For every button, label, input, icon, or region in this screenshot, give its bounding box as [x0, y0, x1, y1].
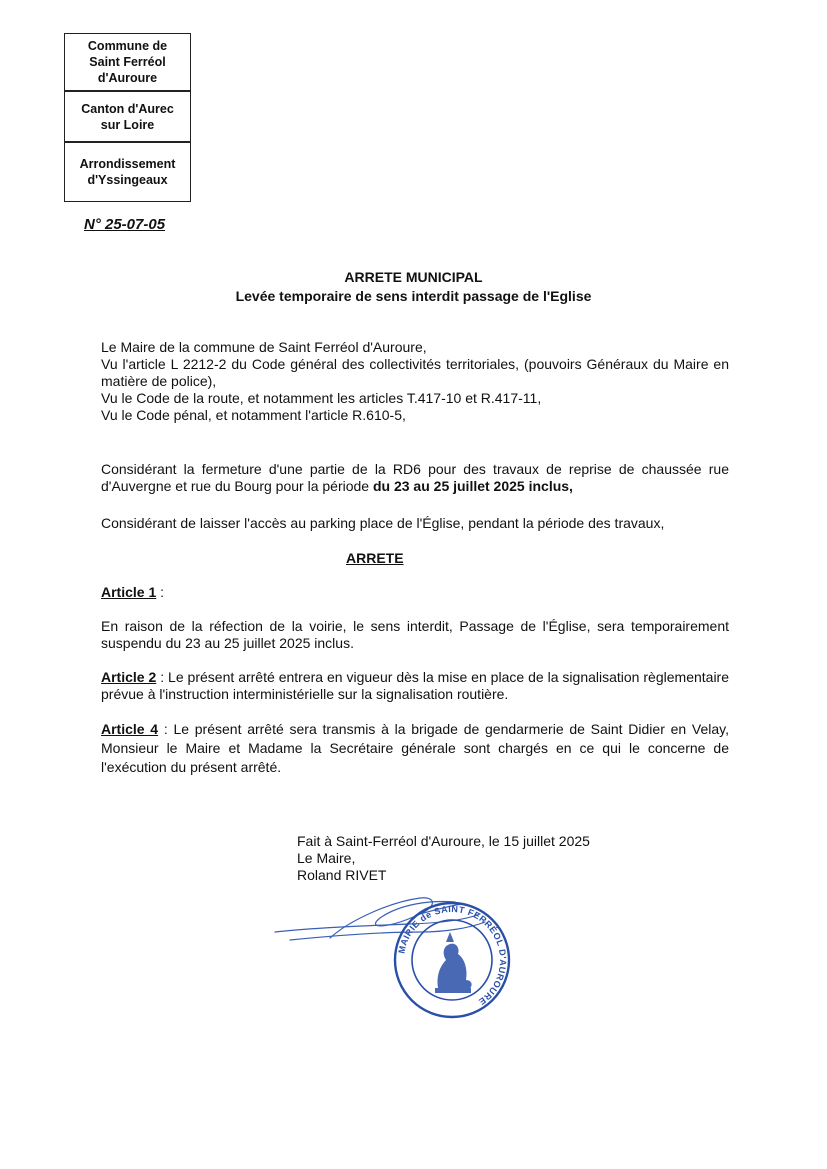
considerant-1-dates: du 23 au 25 juillet 2025 inclus, — [372, 477, 573, 494]
visa-code-penal: Vu le Code pénal, et notamment l'article R.610-5, — [101, 407, 406, 423]
mayor-intro: Le Maire de la commune de Saint Ferréol d'Auroure, — [101, 339, 427, 355]
mayor-name: Roland RIVET — [297, 867, 387, 883]
considerant-1-text: Considérant la fermeture d'une partie de la RD6 pour des travaux de reprise de chaussée rue d'Auvergne et rue du Bourg pour la période — [101, 461, 729, 494]
arrondissement-box — [64, 142, 191, 202]
canton-line-2: sur Loire — [100, 117, 155, 132]
article-4-text: : Le présent arrêté sera transmis à la brigade de gendarmerie de Saint Didier en Velay, Monsieur le Maire et Madame la Secrétaire générale sont chargés en ce qui le concerne de l'exécution du présent arrêté. — [101, 721, 729, 775]
commune-line-2: Saint Ferréol — [89, 55, 166, 69]
commune-box — [64, 33, 191, 91]
document-title: ARRETE MUNICIPAL — [344, 269, 483, 285]
article-4 — [101, 720, 729, 777]
commune-line-1: Commune de — [87, 39, 168, 53]
decree-reference: N° 25-07-05 — [84, 216, 166, 233]
article-1-label: Article 1 — [101, 584, 157, 600]
document-subtitle: Levée temporaire de sens interdit passage de l'Eglise — [235, 288, 592, 304]
arrondissement-line-2: d'Yssingeaux — [87, 173, 168, 187]
article-2 — [101, 669, 729, 702]
stamp-text: MAIRIE de SAINT FERRÉOL D'AUROURE — [396, 903, 509, 1008]
stamp-emblem-icon — [435, 932, 472, 993]
signature-and-stamp — [270, 880, 530, 1030]
considerant-1 — [101, 461, 729, 494]
commune-line-3: d'Auroure — [97, 71, 158, 85]
canton-box — [64, 91, 191, 142]
arrondissement-line-1: Arrondissement — [79, 157, 176, 171]
article-2-label: Article 2 — [101, 669, 157, 685]
mayor-role: Le Maire, — [297, 850, 356, 866]
article-1-text: En raison de la réfection de la voirie, le sens interdit, Passage de l'Église, sera temporairement suspendu du 23 au 25 juillet 2025 inclus. — [101, 618, 729, 651]
article-4-label: Article 4 — [101, 721, 159, 737]
visa-cgct: Vu l'article L 2212-2 du Code général des collectivités territoriales, (pouvoirs Généraux du Maire en matière de police), — [101, 356, 729, 389]
canton-line-1: Canton d'Aurec — [81, 101, 174, 116]
visa-code-route: Vu le Code de la route, et notamment les articles T.417-10 et R.417-11, — [101, 390, 542, 406]
official-stamp — [395, 903, 509, 1017]
article-1-colon: : — [156, 584, 165, 600]
arrete-heading: ARRETE — [346, 550, 404, 566]
considerant-2: Considérant de laisser l'accès au parking place de l'Église, pendant la période des travaux, — [101, 515, 665, 531]
article-2-text: : Le présent arrêté entrera en vigueur dès la mise en place de la signalisation règlementaire prévue à l'instruction interministérielle sur la signalisation routière. — [101, 669, 729, 702]
place-date: Fait à Saint-Ferréol d'Auroure, le 15 juillet 2025 — [297, 833, 590, 849]
article-1-heading — [101, 584, 164, 601]
